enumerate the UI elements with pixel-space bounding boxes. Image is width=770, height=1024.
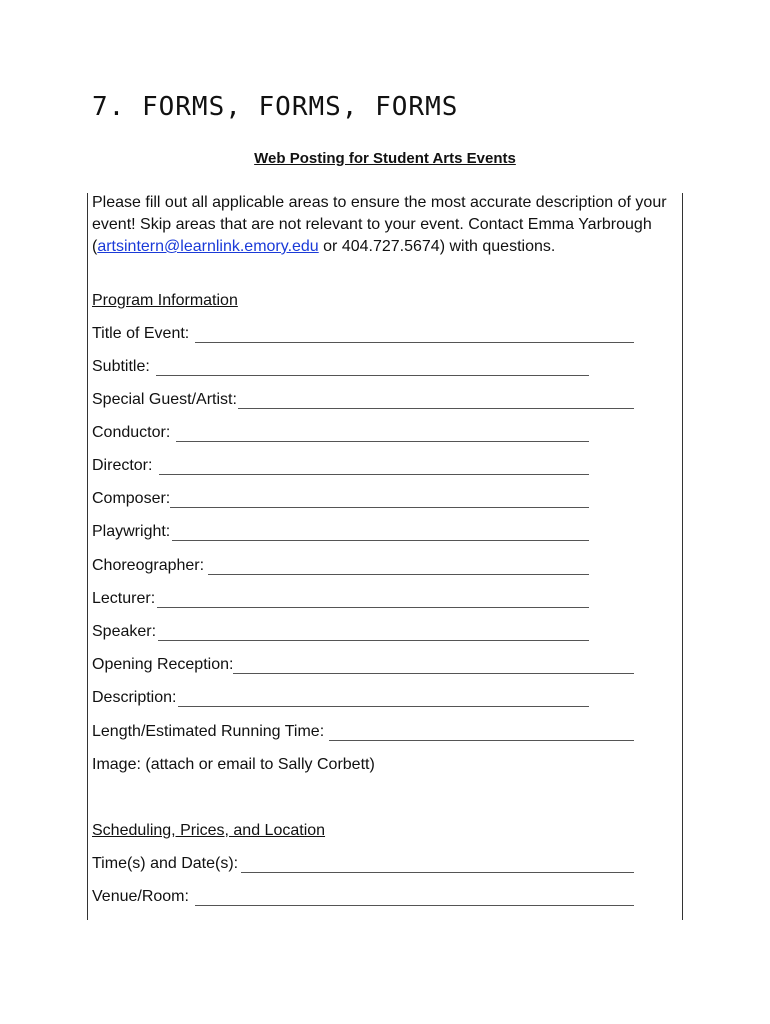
email-link[interactable]: artsintern@learnlink.emory.edu xyxy=(97,238,319,255)
lecturer-input[interactable] xyxy=(157,607,589,608)
field-label: Subtitle: xyxy=(92,358,150,375)
field-label: Choreographer: xyxy=(92,557,205,574)
speaker-input[interactable] xyxy=(158,640,589,641)
field-label: Venue/Room: xyxy=(92,888,189,905)
field-label: Lecturer: xyxy=(92,590,156,607)
form-border-left xyxy=(87,193,88,920)
field-label: Conductor: xyxy=(92,424,171,441)
director-input[interactable] xyxy=(159,474,589,475)
field-label: Description: xyxy=(92,689,177,706)
title-of-event-input[interactable] xyxy=(195,342,634,343)
field-label: Special Guest/Artist: xyxy=(92,391,237,408)
special-guest-input[interactable] xyxy=(238,408,634,409)
intro-line-3 xyxy=(92,236,682,258)
subtitle-input[interactable] xyxy=(156,375,589,376)
field-label: Speaker: xyxy=(92,623,157,640)
description-input[interactable] xyxy=(178,706,589,707)
field-label: Time(s) and Date(s): xyxy=(92,855,239,872)
time-date-input[interactable] xyxy=(241,872,634,873)
field-label: Opening Reception: xyxy=(92,656,234,673)
field-label: Director: xyxy=(92,457,153,474)
field-label: Length/Estimated Running Time: xyxy=(92,723,325,740)
playwright-input[interactable] xyxy=(172,540,589,541)
conductor-input[interactable] xyxy=(176,441,589,442)
intro-line-1: Please fill out all applicable areas to ensure the most accurate description of your xyxy=(92,194,667,211)
form-title: Web Posting for Student Arts Events xyxy=(254,150,516,167)
composer-input[interactable] xyxy=(170,507,589,508)
image-note: Image: (attach or email to Sally Corbett) xyxy=(92,756,375,773)
venue-room-input[interactable] xyxy=(195,905,634,906)
opening-reception-input[interactable] xyxy=(233,673,634,674)
field-label: Composer: xyxy=(92,490,171,507)
intro-paragraph xyxy=(92,192,682,258)
form-border-right xyxy=(682,193,683,920)
page-heading: 7. FORMS, FORMS, FORMS xyxy=(92,92,459,122)
program-section-title: Program Information xyxy=(92,292,238,309)
intro-line-2: event! Skip areas that are not relevant to your event. Contact Emma Yarbrough xyxy=(92,216,652,233)
schedule-section-title: Scheduling, Prices, and Location xyxy=(92,822,326,839)
field-label: Playwright: xyxy=(92,523,171,540)
choreographer-input[interactable] xyxy=(208,574,589,575)
open-paren: ( xyxy=(92,238,98,255)
contact-phone: or 404.727.5674) with questions. xyxy=(318,238,556,255)
field-label: Title of Event: xyxy=(92,325,190,342)
running-time-input[interactable] xyxy=(329,740,634,741)
